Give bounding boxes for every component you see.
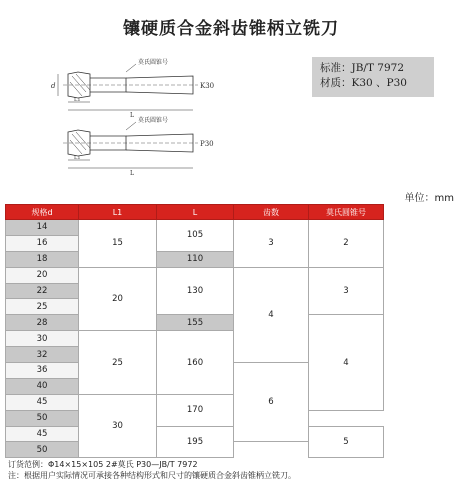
taper-label-bottom: 莫氏圆锥号 [138,117,169,124]
d-label: d [51,82,56,90]
cell-d: 28 [6,315,79,331]
table-row [6,315,384,331]
header-morse: 莫氏圆锥号 [309,205,384,220]
header-l1: L1 [79,205,157,220]
table-row [6,267,384,283]
cell-morse: 5 [309,426,384,458]
cell-d: 25 [6,299,79,315]
cell-morse: 2 [309,220,384,268]
cell-l1: 30 [79,394,157,458]
unit-label: 单位：mm [404,193,454,204]
k30-cutter-drawing [58,64,198,110]
table-row [6,426,384,442]
page-title: 镶硬质合金斜齿锥柄立铣刀 [123,19,339,39]
table-header-row [6,205,384,220]
l1-label-top: L1 [74,97,81,103]
cell-d: 36 [6,363,79,379]
p30-cutter-drawing [63,122,198,168]
standard-text: 标准：JB/T 7972 [320,62,405,74]
header-d: 规格d [6,205,79,220]
l-label-top: L [130,112,134,119]
cell-d: 45 [6,426,79,442]
cell-d: 45 [6,394,79,410]
cell-teeth: 6 [234,363,309,442]
notes [8,459,296,481]
cell-morse: 3 [309,267,384,315]
cell-d: 14 [6,220,79,236]
l-label-bottom: L [130,170,134,177]
cell-l: 110 [157,251,234,267]
cell-d: 50 [6,442,79,458]
spec-box [312,57,434,97]
cell-d: 50 [6,410,79,426]
k30-label: K30 [200,82,215,90]
header-teeth: 齿数 [234,205,309,220]
header-l: L [157,205,234,220]
cell-l: 170 [157,394,234,426]
l1-label-bottom: L1 [74,155,81,161]
cell-d: 16 [6,235,79,251]
p30-label: P30 [200,140,214,148]
taper-label-top: 莫氏圆锥号 [138,59,169,66]
cell-d: 20 [6,267,79,283]
cell-morse: 4 [309,315,384,410]
spec-table [5,204,384,458]
cutter-drawing [48,52,233,177]
footnote: 注：根据用户实际情况可承接各种结构形式和尺寸的镶硬质合金斜齿锥柄立铣刀。 [8,471,296,480]
cell-d: 30 [6,331,79,347]
cell-l: 160 [157,331,234,395]
cell-d: 40 [6,378,79,394]
cell-d: 22 [6,283,79,299]
cell-l1: 20 [79,267,157,331]
material-text: 材质：K30 、P30 [320,77,407,89]
order-example: 订货范例：Φ14×15×105 2#莫氏 P30—JB/T 7972 [8,460,198,469]
cell-l1: 25 [79,331,157,395]
cell-l1: 15 [79,220,157,268]
table-row [6,220,384,236]
cell-l: 105 [157,220,234,252]
cell-d: 18 [6,251,79,267]
cell-teeth: 3 [234,220,309,268]
cell-d: 32 [6,347,79,363]
cell-l: 155 [157,315,234,331]
cell-l: 130 [157,267,234,315]
cell-l: 195 [157,426,234,458]
cell-teeth: 4 [234,267,309,362]
